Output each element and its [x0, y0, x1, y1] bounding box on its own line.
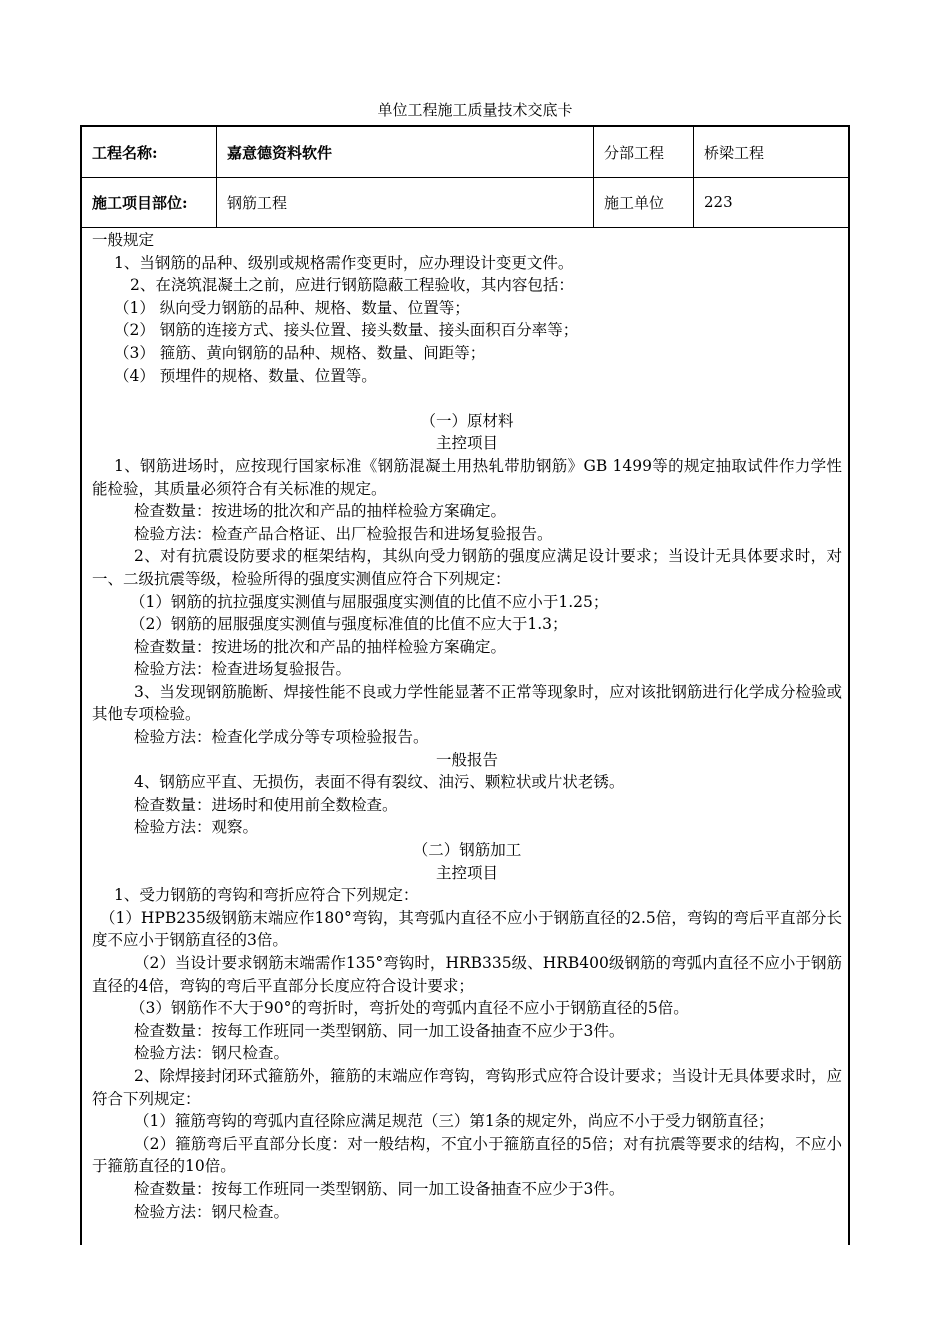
list-item: （1）箍筋弯钩的弯弧内直径除应满足规范（三）第1条的规定外，尚应不小于受力钢筋直径；	[134, 1112, 774, 1131]
header-row-part	[82, 177, 848, 228]
disclosure-content	[92, 229, 842, 1223]
project-name-value: 嘉意德资料软件	[217, 127, 594, 177]
paragraph: 1、钢筋进场时，应按现行国家标准《钢筋混凝土用热轧带肋钢筋》GB 1499等的规定抽取试件作力学性能检验，其质量必须符合有关标准的规定。	[92, 456, 842, 498]
paragraph: 检查数量：按每工作班同一类型钢筋、同一加工设备抽查不应少于3件。	[134, 1021, 625, 1040]
list-item: （2）箍筋弯后平直部分长度：对一般结构，不宜小于箍筋直径的5倍；对有抗震等要求的结构，不应小于箍筋直径的10倍。	[92, 1134, 842, 1176]
paragraph: 检查数量：按进场的批次和产品的抽样检验方案确定。	[134, 637, 507, 656]
list-item: （3） 箍筋、黄向钢筋的品种、规格、数量、间距等；	[114, 343, 486, 362]
paragraph: 2、对有抗震设防要求的框架结构，其纵向受力钢筋的强度应满足设计要求；当设计无具体要求时，对一、二级抗震等级，检验所得的强度实测值应符合下列规定：	[92, 547, 842, 588]
subsection-heading: 主控项目	[435, 434, 498, 453]
section-heading: 一般规定	[92, 231, 155, 249]
list-item: （1） 纵向受力钢筋的品种、规格、数量、位置等；	[114, 298, 470, 317]
paragraph: 2、除焊接封闭环式箍筋外，箍筋的末端应作弯钩，弯钩形式应符合设计要求；当设计无具体要求时，应符合下列规定：	[92, 1066, 842, 1108]
blank-line	[92, 387, 842, 410]
header-row-project	[82, 127, 848, 178]
paragraph: 2、在浇筑混凝土之前，应进行钢筋隐蔽工程验收，其内容包括：	[130, 276, 574, 295]
section-heading: （二）钢筋加工	[412, 841, 522, 860]
paragraph: 检验方法：钢尺检查。	[134, 1202, 290, 1221]
part-label: 施工项目部位:	[82, 177, 217, 227]
paragraph: 检查数量：进场时和使用前全数检查。	[134, 795, 398, 814]
list-item: （2） 钢筋的连接方式、接头位置、接头数量、接头面积百分率等；	[114, 321, 579, 340]
paragraph: 检查数量：按进场的批次和产品的抽样检验方案确定。	[134, 502, 507, 521]
list-item: （4） 预埋件的规格、数量、位置等。	[114, 366, 377, 385]
list-item: （1）钢筋的抗拉强度实测值与屈服强度实测值的比值不应小于1.25；	[130, 592, 609, 611]
subproject-label: 分部工程	[594, 127, 694, 177]
subproject-value: 桥梁工程	[704, 143, 765, 162]
unit-label: 施工单位	[594, 177, 694, 227]
list-item: （3）钢筋作不大于90°的弯折时，弯折处的弯弧内直径不应小于钢筋直径的5倍。	[130, 999, 689, 1018]
paragraph: 检验方法：观察。	[134, 818, 259, 837]
part-value: 钢筋工程	[217, 177, 594, 227]
paragraph: 检验方法：检查进场复验报告。	[134, 660, 352, 679]
paragraph: 检验方法：钢尺检查。	[134, 1044, 290, 1063]
list-item: （1）HPB235级钢筋末端应作180°弯钩，其弯弧内直径不应小于钢筋直径的2.5倍，弯钩的弯后平直部分长度不应小于钢筋直径的3倍。	[92, 908, 842, 950]
paragraph: 检查数量：按每工作班同一类型钢筋、同一加工设备抽查不应少于3件。	[134, 1179, 625, 1198]
section-heading: （一）原材料	[420, 411, 514, 430]
paragraph: 3、当发现钢筋脆断、焊接性能不良或力学性能显著不正常等现象时，应对该批钢筋进行化学成分检验或其他专项检验。	[92, 682, 842, 724]
subsection-heading: 主控项目	[435, 863, 498, 882]
project-name-label: 工程名称:	[82, 127, 217, 177]
subsection-heading: 一般报告	[435, 750, 498, 769]
list-item: （2）钢筋的屈服强度实测值与强度标准值的比值不应大于1.3；	[130, 615, 568, 634]
unit-value: 223	[704, 193, 733, 211]
paragraph: 1、当钢筋的品种、级别或规格需作变更时，应办理设计变更文件。	[114, 253, 574, 272]
paragraph: 检验方法：检查化学成分等专项检验报告。	[134, 728, 429, 747]
list-item: （2）当设计要求钢筋末端需作135°弯钩时，HRB335级、HRB400级钢筋的弯弧内直径不应小于钢筋直径的4倍，弯钩的弯后平直部分长度应符合设计要求；	[92, 954, 842, 995]
disclosure-card-table	[80, 125, 850, 1245]
paragraph: 1、受力钢筋的弯钩和弯折应符合下列规定：	[114, 886, 419, 905]
paragraph: 4、钢筋应平直、无损伤，表面不得有裂纹、油污、颗粒状或片状老锈。	[134, 773, 625, 792]
document-title: 单位工程施工质量技术交底卡	[377, 101, 573, 119]
paragraph: 检验方法：检查产品合格证、出厂检验报告和进场复验报告。	[134, 524, 553, 543]
